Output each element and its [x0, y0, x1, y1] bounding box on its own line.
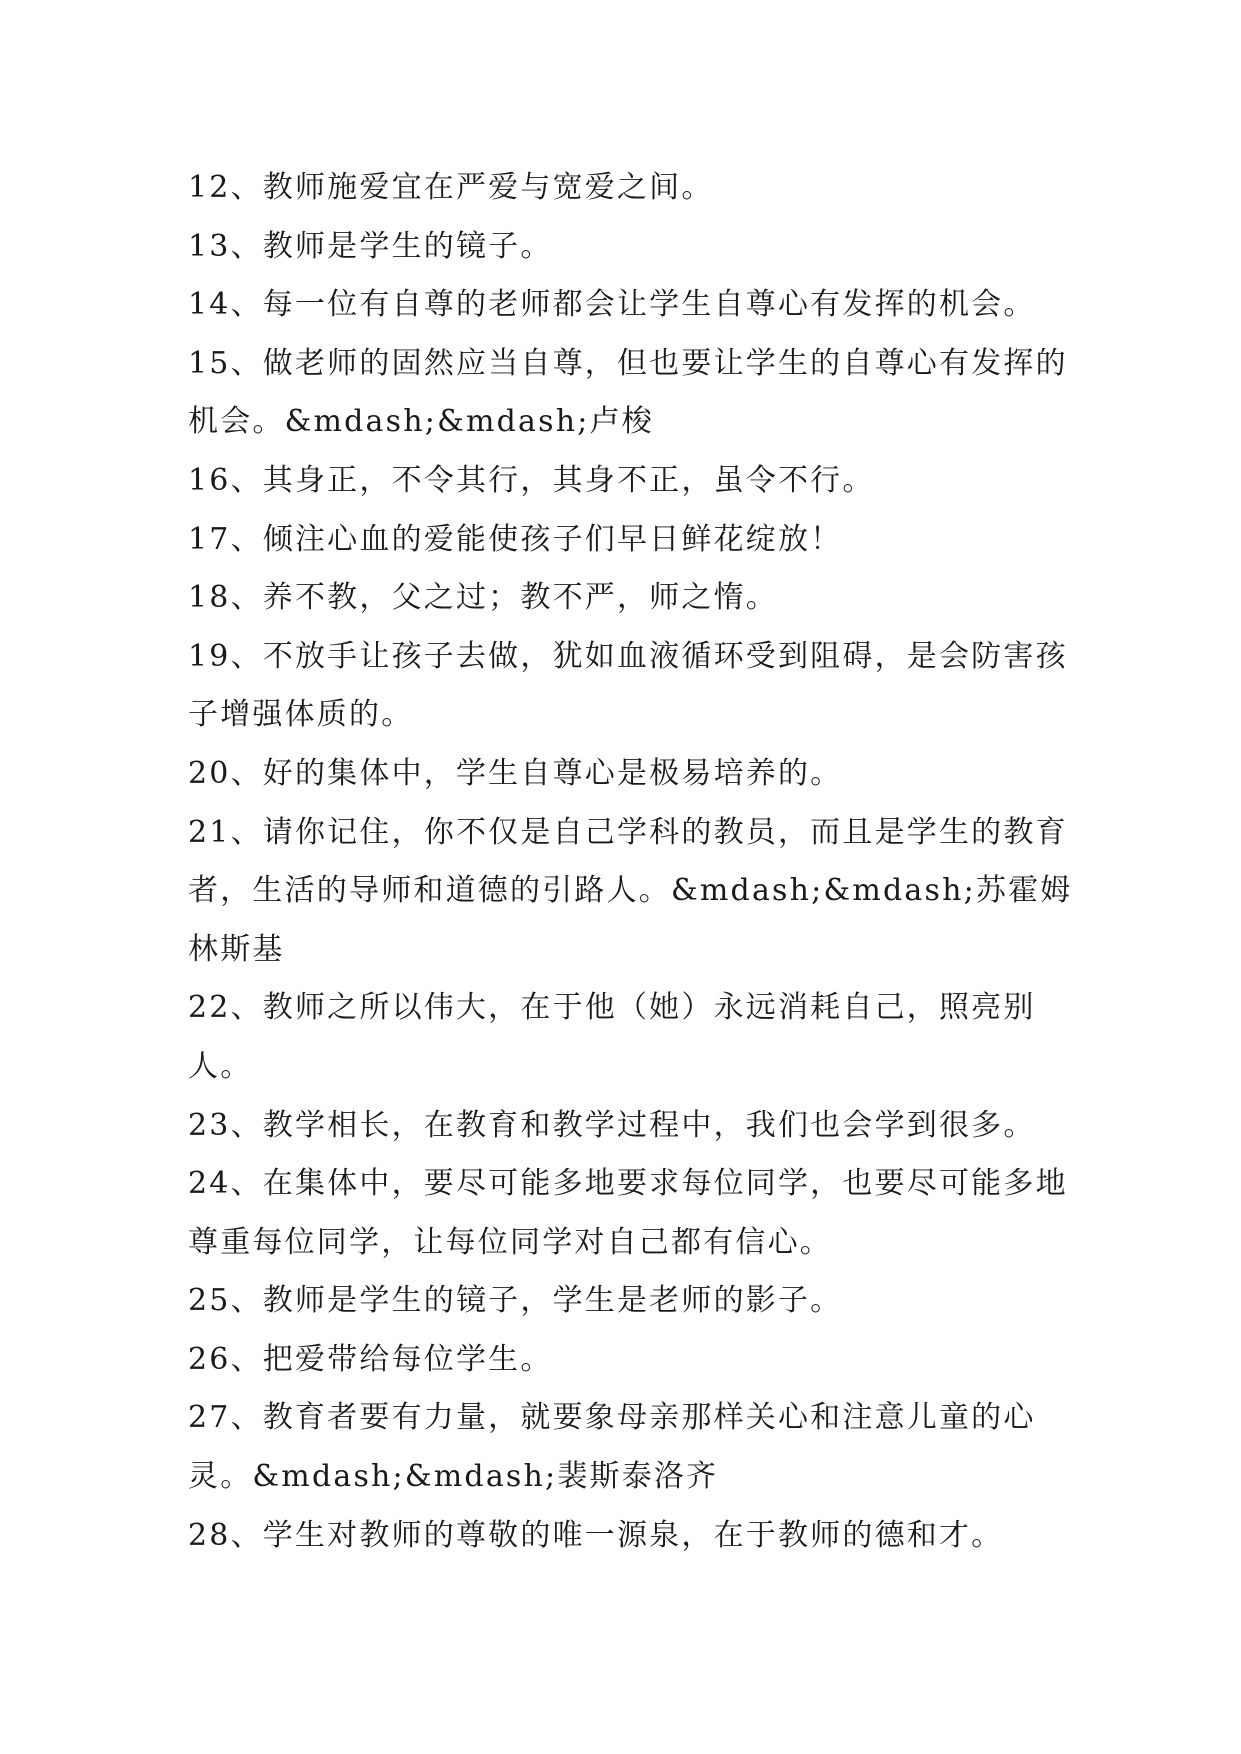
list-item: 23、教学相长，在教育和教学过程中，我们也会学到很多。	[188, 1107, 1036, 1143]
list-item: 27、教育者要有力量，就要象母亲那样关心和注意儿童的心灵。&mdash;&mdash;裴斯泰洛齐	[188, 1400, 1036, 1495]
list-item: 28、学生对教师的尊敬的唯一源泉，在于教师的德和才。	[188, 1517, 1004, 1553]
list-item: 25、教师是学生的镜子，学生是老师的影子。	[188, 1283, 843, 1319]
list-item: 13、教师是学生的镜子。	[188, 228, 553, 264]
list-item: 15、做老师的固然应当自尊，但也要让学生的自尊心有发挥的机会。&mdash;&mdash;卢梭	[188, 345, 1068, 440]
list-item: 16、其身正，不令其行，其身不正，虽令不行。	[188, 462, 875, 498]
list-item: 12、教师施爱宜在严爱与宽爱之间。	[188, 170, 714, 205]
list-item: 21、请你记住，你不仅是自己学科的教员，而且是学生的教育者，生活的导师和道德的引路人。&mdash;&mdash;苏霍姆林斯基	[188, 814, 1073, 967]
quote-list	[188, 159, 1088, 1565]
list-item: 17、倾注心血的爱能使孩子们早日鲜花绽放！	[188, 521, 843, 557]
list-item: 24、在集体中，要尽可能多地要求每位同学，也要尽可能多地尊重每位同学，让每位同学对自己都有信心。	[188, 1166, 1068, 1260]
list-item: 22、教师之所以伟大，在于他（她）永远消耗自己，照亮别人。	[188, 990, 1036, 1084]
list-item: 20、好的集体中，学生自尊心是极易培养的。	[188, 755, 843, 791]
list-item: 18、养不教，父之过；教不严，师之惰。	[188, 580, 778, 616]
list-item: 19、不放手让孩子去做，犹如血液循环受到阻碍，是会防害孩子增强体质的。	[188, 638, 1068, 733]
list-item: 26、把爱带给每位学生。	[188, 1341, 553, 1377]
list-item: 14、每一位有自尊的老师都会让学生自尊心有发挥的机会。	[188, 287, 1036, 323]
